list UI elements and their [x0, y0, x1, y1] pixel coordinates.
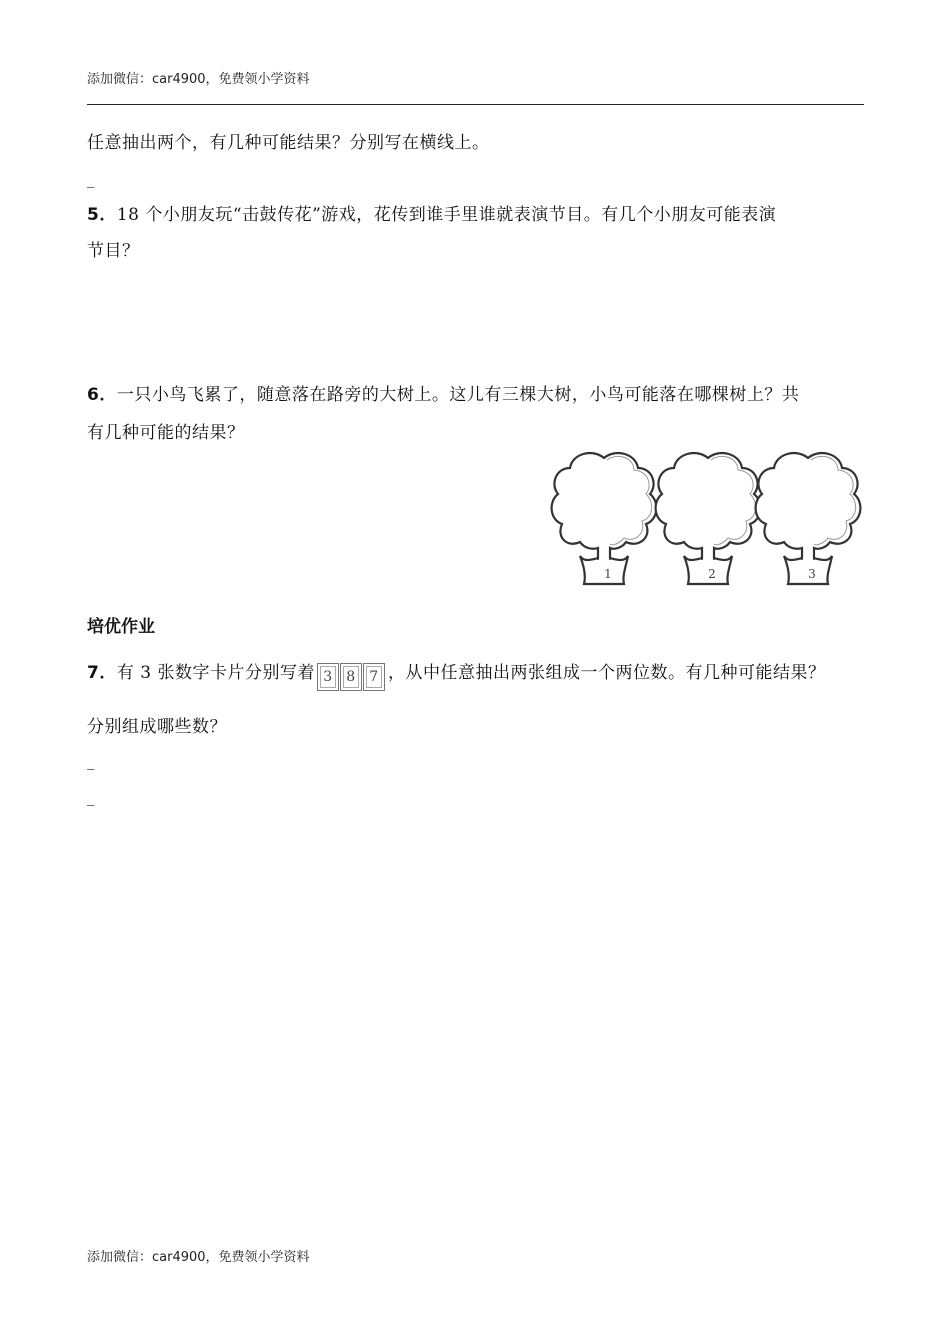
three-trees-illustration [550, 448, 862, 588]
answer-blank: _ [87, 170, 95, 188]
tree-1 [552, 453, 657, 584]
number-card: 7 [363, 663, 385, 691]
number-cards [317, 663, 386, 691]
question-text-before: 有 3 张数字卡片分别写着 [116, 663, 315, 683]
tree-label-1: 1 [604, 567, 612, 581]
page-header: 添加微信：car4900，免费领小学资料 [87, 72, 310, 87]
number-card: 8 [340, 663, 362, 691]
question-5-line2: 节目？ [87, 241, 140, 261]
question-7-line1 [87, 658, 825, 691]
intro-line: 任意抽出两个，有几种可能结果？分别写在横线上。 [87, 133, 490, 153]
question-text: 一只小鸟飞累了，随意落在路旁的大树上。这儿有三棵大树，小鸟可能落在哪棵树上？共 [116, 385, 800, 405]
question-number: 6． [87, 385, 117, 405]
question-5-line1 [87, 200, 776, 225]
question-6-line2: 有几种可能的结果？ [87, 423, 245, 443]
tree-label-2: 2 [708, 567, 716, 581]
header-divider [87, 104, 864, 105]
tree-label-3: 3 [808, 567, 816, 581]
page-footer: 添加微信：car4900，免费领小学资料 [87, 1250, 310, 1265]
question-number: 7． [87, 663, 117, 683]
question-7-line2: 分别组成哪些数？ [87, 717, 227, 737]
answer-blank: _ [87, 788, 95, 806]
question-number: 5． [87, 205, 117, 225]
answer-blank: _ [87, 752, 95, 770]
question-6-line1 [87, 380, 799, 405]
question-text: 18 个小朋友玩“击鼓传花”游戏，花传到谁手里谁就表演节目。有几个小朋友可能表演 [116, 205, 777, 225]
tree-3 [756, 453, 861, 584]
number-card: 3 [317, 663, 339, 691]
tree-2 [656, 453, 761, 584]
question-text-after: ，从中任意抽出两张组成一个两位数。有几种可能结果？ [387, 663, 826, 683]
section-title: 培优作业 [87, 617, 155, 637]
